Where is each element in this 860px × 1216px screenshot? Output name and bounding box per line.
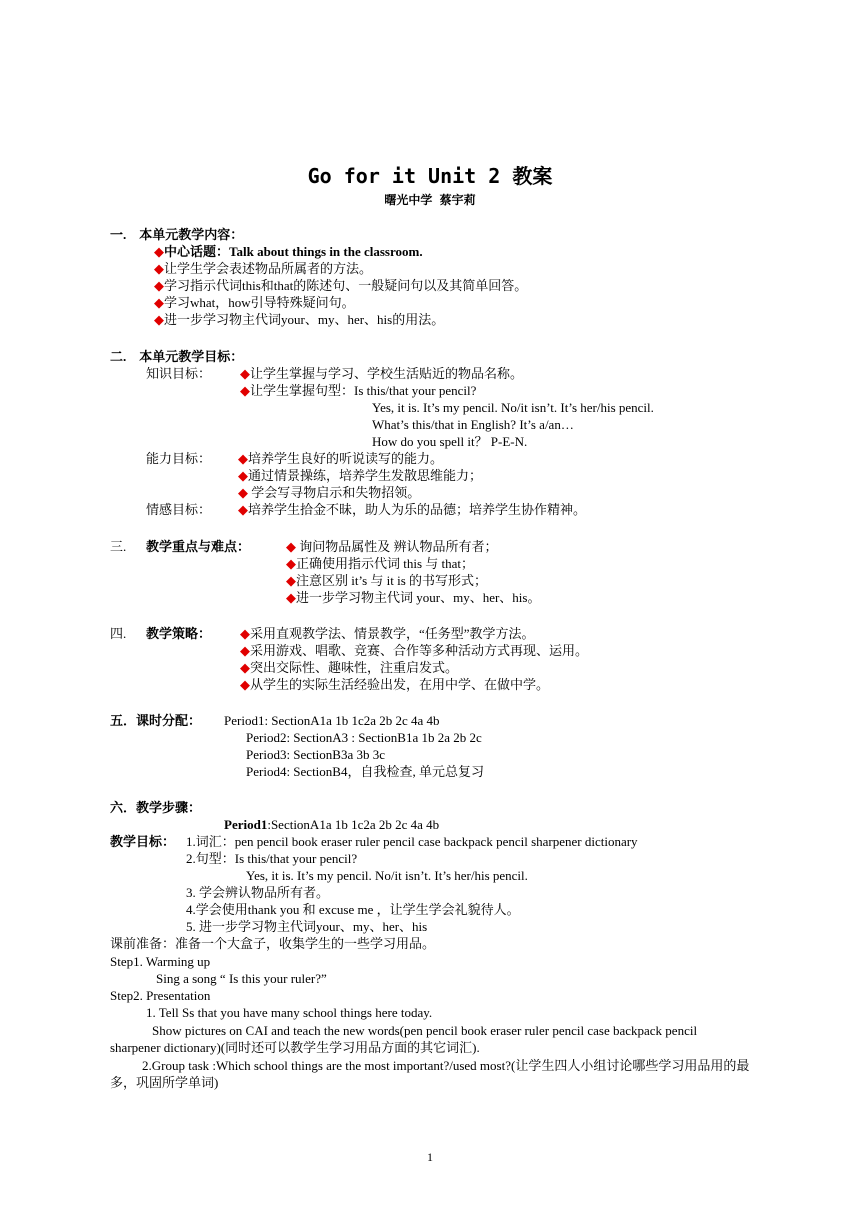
section-6-heading: 六．教学步骤：	[110, 800, 202, 815]
period-item: Period1: SectionA1a 1b 1c2a 2b 2c 4a 4b	[224, 713, 440, 728]
section-3-item: ◆进一步学习物主代词 your、my、her、his。	[286, 590, 541, 605]
section-1-item: ◆进一步学习物主代词your、my、her、his的用法。	[154, 312, 445, 327]
step-2-paragraph: Show pictures on CAI and teach the new words(pen pencil book eraser ruler pencil case backpack pencil sharpener dictionary)(同时还可以教学生学习用品方面的其它词汇).	[110, 1023, 698, 1055]
ability-goal-item: ◆通过情景操练，培养学生发散思维能力；	[238, 468, 483, 483]
period-item: Period2: SectionA3 : SectionB1a 1b 2a 2b 2c	[246, 730, 482, 745]
step-2-paragraph: 2.Group task :Which school things are the most important?/used most?(让学生四人小组讨论哪些学习用品用的最多，巩固所学单词)	[110, 1058, 750, 1090]
section-1-heading: 一. 本单元教学内容：	[110, 227, 244, 242]
knowledge-goal-label: 知识目标：	[146, 366, 212, 381]
diamond-bullet-icon: ◆	[240, 626, 250, 641]
diamond-bullet-icon: ◆	[154, 295, 164, 310]
goal-item: 1.词汇：pen pencil book eraser ruler pencil case backpack pencil sharpener dictionary	[186, 834, 638, 849]
diamond-bullet-icon: ◆	[238, 502, 248, 517]
diamond-bullet-icon: ◆	[286, 539, 296, 554]
section-5-heading: 五．课时分配：	[110, 713, 202, 728]
goal-label: 教学目标：	[110, 834, 176, 849]
goal-item: Yes, it is. It’s my pencil. No/it isn’t. It’s her/his pencil.	[246, 868, 528, 883]
diamond-bullet-icon: ◆	[240, 383, 250, 398]
diamond-bullet-icon: ◆	[154, 261, 164, 276]
goal-item: 3. 学会辨认物品所有者。	[186, 885, 330, 900]
sentence-pattern: How do you spell it？ P-E-N.	[372, 434, 528, 449]
diamond-bullet-icon: ◆	[238, 485, 248, 500]
diamond-bullet-icon: ◆	[286, 573, 296, 588]
goal-item: 5. 进一步学习物主代词your、my、her、his	[186, 919, 428, 934]
section-1-item: ◆让学生学会表述物品所属者的方法。	[154, 261, 373, 276]
period-item: Period4: SectionB4，自我检查, 单元总复习	[246, 764, 484, 779]
period-item: Period3: SectionB3a 3b 3c	[246, 747, 386, 762]
ability-goal-item: ◆ 学会写寻物启示和失物招领。	[238, 485, 421, 500]
section-3-item: ◆正确使用指示代词 this 与 that；	[286, 556, 475, 571]
emotion-goal-item: ◆培养学生拾金不昧，助人为乐的品德；培养学生协作精神。	[238, 502, 587, 517]
sentence-pattern: What’s this/that in English? It’s a/an…	[372, 417, 574, 432]
diamond-bullet-icon: ◆	[240, 366, 250, 381]
section-4-heading: 教学策略：	[146, 626, 212, 641]
section-3-heading: 教学重点与难点：	[146, 539, 251, 554]
step-2-text: 1. Tell Ss that you have many school things here today.	[146, 1005, 433, 1020]
ability-goal-item: ◆培养学生良好的听说读写的能力。	[238, 451, 444, 466]
section-1-item: ◆学习指示代词this和that的陈述句、一般疑问句以及其简单回答。	[154, 278, 528, 293]
step-1-heading: Step1. Warming up	[110, 954, 211, 969]
section-2-heading: 二. 本单元教学目标：	[110, 349, 244, 364]
section-1-item: ◆中心话题：Talk about things in the classroom.	[154, 244, 423, 259]
diamond-bullet-icon: ◆	[154, 244, 164, 259]
section-4-item: ◆采用直观教学法、情景教学，“任务型”教学方法。	[240, 626, 535, 641]
diamond-bullet-icon: ◆	[154, 278, 164, 293]
diamond-bullet-icon: ◆	[286, 590, 296, 605]
diamond-bullet-icon: ◆	[238, 451, 248, 466]
diamond-bullet-icon: ◆	[238, 468, 248, 483]
page-number: 1	[427, 1150, 433, 1164]
knowledge-goal-item: ◆让学生掌握句型：Is this/that your pencil?	[240, 383, 477, 398]
section-1-item: ◆学习what，how引导特殊疑问句。	[154, 295, 355, 310]
diamond-bullet-icon: ◆	[154, 312, 164, 327]
section-4-item: ◆采用游戏、唱歌、竞赛、合作等多种活动方式再现、运用。	[240, 643, 589, 658]
document-title: Go for it Unit 2 教案	[307, 164, 553, 188]
period-1-title: Period1:SectionA1a 1b 1c2a 2b 2c 4a 4b	[224, 817, 440, 832]
section-4-item: ◆突出交际性、趣味性，注重启发式。	[240, 660, 459, 675]
diamond-bullet-icon: ◆	[240, 677, 250, 692]
sentence-pattern: Yes, it is. It’s my pencil. No/it isn’t. It’s her/his pencil.	[372, 400, 654, 415]
preparation-text: 课前准备：准备一个大盒子，收集学生的一些学习用品。	[110, 936, 436, 951]
goal-item: 2.句型：Is this/that your pencil?	[186, 851, 358, 866]
knowledge-goal-item: ◆让学生掌握与学习、学校生活贴近的物品名称。	[240, 366, 524, 381]
section-4-number: 四.	[110, 626, 127, 641]
ability-goal-label: 能力目标：	[146, 451, 212, 466]
goal-item: 4.学会使用thank you 和 excuse me ，让学生学会礼貌待人。	[186, 902, 520, 917]
diamond-bullet-icon: ◆	[286, 556, 296, 571]
section-3-item: ◆注意区别 it’s 与 it is 的书写形式；	[286, 573, 488, 588]
step-2-heading: Step2. Presentation	[110, 988, 211, 1003]
section-3-item: ◆ 询问物品属性及 辨认物品所有者；	[286, 539, 498, 554]
diamond-bullet-icon: ◆	[240, 660, 250, 675]
section-3-number: 三.	[110, 539, 127, 554]
document-subtitle: 曙光中学 蔡宇莉	[384, 193, 476, 207]
step-1-text: Sing a song “ Is this your ruler?”	[156, 971, 327, 986]
emotion-goal-label: 情感目标：	[146, 502, 212, 517]
diamond-bullet-icon: ◆	[240, 643, 250, 658]
section-4-item: ◆从学生的实际生活经验出发，在用中学、在做中学。	[240, 677, 550, 692]
